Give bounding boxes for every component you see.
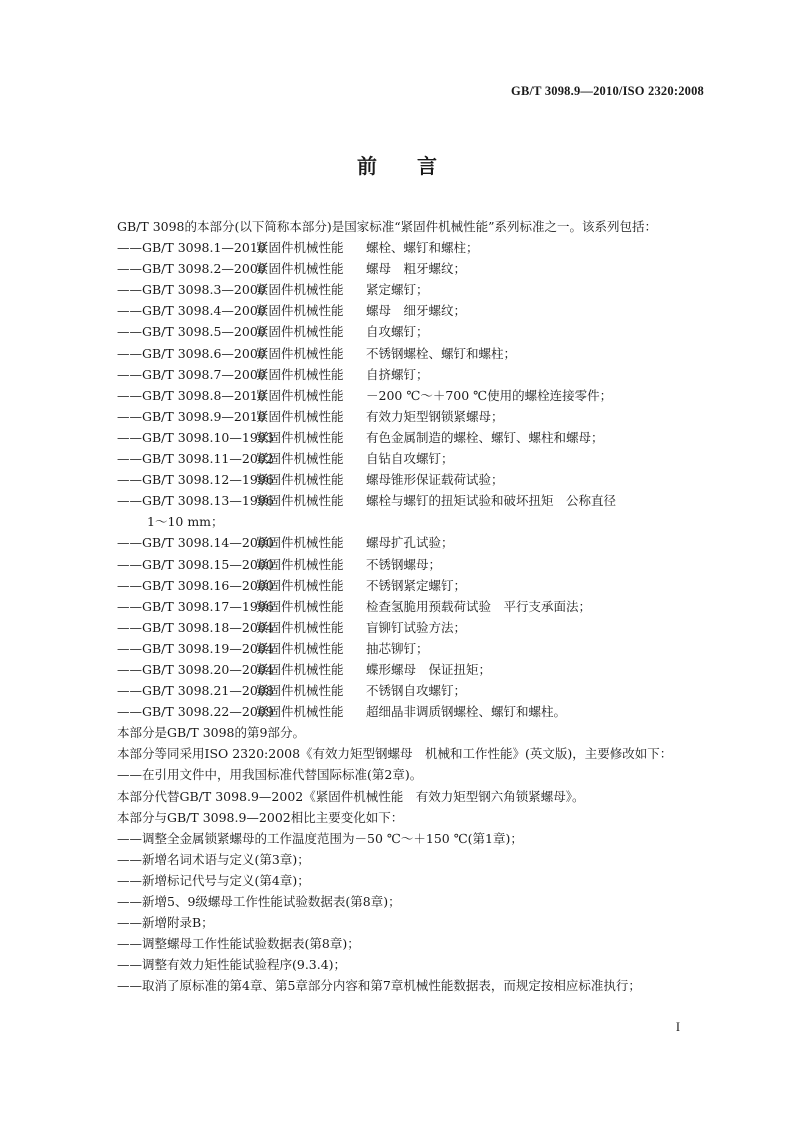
list-item: ——新增附录B； — [117, 915, 214, 931]
page-number: I — [675, 1020, 680, 1034]
list-item: ——调整全金属锁紧螺母的工作温度范围为－50 ℃～＋150 ℃(第1章)； — [117, 830, 523, 846]
series-item-code: ——GB/T 3098.16—2000 — [117, 577, 274, 593]
series-item — [90, 343, 706, 364]
series-item-subject: 螺栓、螺钉和螺柱； — [366, 240, 479, 256]
changes-list — [90, 828, 706, 997]
series-item-subject: 不锈钢紧定螺钉； — [366, 577, 467, 593]
list-item: ——调整螺母工作性能试验数据表(第8章)； — [117, 936, 360, 952]
series-item — [90, 279, 706, 300]
series-item — [90, 300, 706, 321]
series-item-code: ——GB/T 3098.12—1996 — [117, 472, 274, 488]
intro-paragraph: GB/T 3098的本部分(以下简称本部分)是国家标准“紧固件机械性能”系列标准之一。该系列包括： — [117, 219, 658, 234]
series-item — [90, 427, 706, 448]
series-item-category: 紧固件机械性能 — [256, 366, 344, 382]
series-item-code: ——GB/T 3098.9—2010 — [117, 408, 266, 424]
series-item-code: ——GB/T 3098.2—2000 — [117, 261, 266, 277]
series-item — [90, 532, 706, 553]
series-item-subject: 不锈钢自攻螺钉； — [366, 683, 467, 699]
series-item-code: ——GB/T 3098.11—2002 — [117, 451, 274, 467]
series-item-code: ——GB/T 3098.4—2000 — [117, 303, 266, 319]
series-item-category: 紧固件机械性能 — [256, 619, 344, 635]
page-title: 前言 — [357, 154, 477, 178]
series-item-category: 紧固件机械性能 — [256, 303, 344, 319]
series-item-subject: －200 ℃～＋700 ℃使用的螺栓连接零件； — [366, 387, 613, 403]
series-item — [90, 596, 706, 617]
series-item-category: 紧固件机械性能 — [256, 240, 344, 256]
series-item — [90, 364, 706, 385]
series-item-category: 紧固件机械性能 — [256, 683, 344, 699]
paragraph-adoption: 本部分等同采用ISO 2320:2008《有效力矩型钢螺母 机械和工作性能》(英文版)，主要修改如下： — [117, 746, 673, 762]
series-item-code: ——GB/T 3098.10—1993 — [117, 429, 274, 445]
list-item: ——新增标记代号与定义(第4章)； — [117, 872, 310, 888]
series-item-code: ——GB/T 3098.20—2004 — [117, 661, 274, 677]
series-item-subject: 紧定螺钉； — [366, 282, 429, 298]
series-item-category: 紧固件机械性能 — [256, 387, 344, 403]
list-item: ——新增名词术语与定义(第3章)； — [117, 851, 310, 867]
series-item-code: ——GB/T 3098.21—2008 — [117, 683, 274, 699]
series-item — [90, 680, 706, 701]
series-item-subject: 螺母扩孔试验； — [366, 535, 454, 551]
series-item — [90, 554, 706, 575]
series-item — [90, 575, 706, 596]
series-item-subject: 不锈钢螺母； — [366, 556, 442, 572]
series-item-category: 紧固件机械性能 — [256, 577, 344, 593]
modification-list — [90, 764, 706, 785]
series-item-code: ——GB/T 3098.7—2000 — [117, 366, 266, 382]
series-item — [90, 237, 706, 258]
series-item-code: ——GB/T 3098.22—2009 — [117, 704, 274, 720]
series-item-category: 紧固件机械性能 — [256, 472, 344, 488]
series-item-code: ——GB/T 3098.19—2004 — [117, 640, 274, 656]
series-item-category: 紧固件机械性能 — [256, 598, 344, 614]
list-item: ——在引用文件中，用我国标准代替国际标准(第2章)。 — [117, 767, 423, 783]
series-item-subject: 抽芯铆钉； — [366, 640, 429, 656]
series-item-subject: 自钻自攻螺钉； — [366, 451, 454, 467]
page-header-standard-number: GB/T 3098.9—2010/ISO 2320:2008 — [511, 84, 704, 98]
series-item-subject: 螺母 粗牙螺纹； — [366, 261, 467, 277]
series-item — [90, 448, 706, 469]
series-item-subject: 不锈钢螺栓、螺钉和螺柱； — [366, 345, 517, 361]
series-item-subject: 检查氢脆用预载荷试验 平行支承面法； — [366, 598, 592, 614]
series-item — [90, 617, 706, 638]
series-item-code: ——GB/T 3098.15—2000 — [117, 556, 274, 572]
series-item-code: ——GB/T 3098.3—2000 — [117, 282, 266, 298]
list-item: ——取消了原标准的第4章、第5章部分内容和第7章机械性能数据表，而规定按相应标准执行； — [117, 978, 641, 994]
series-item-subject: 盲铆钉试验方法； — [366, 619, 467, 635]
series-item-subject: 螺母 细牙螺纹； — [366, 303, 467, 319]
document-body — [90, 216, 706, 996]
series-item-subject: 自攻螺钉； — [366, 324, 429, 340]
series-item — [90, 469, 706, 490]
series-item-category: 紧固件机械性能 — [256, 261, 344, 277]
paragraph-replaces: 本部分代替GB/T 3098.9—2002《紧固件机械性能 有效力矩型钢六角锁紧螺母》。 — [117, 788, 585, 804]
series-item-code: ——GB/T 3098.17—1996 — [117, 598, 274, 614]
series-item-category: 紧固件机械性能 — [256, 282, 344, 298]
series-item-code: ——GB/T 3098.13—1996 — [117, 493, 274, 509]
series-item-category: 紧固件机械性能 — [256, 324, 344, 340]
series-item — [90, 385, 706, 406]
list-item: ——调整有效力矩性能试验程序(9.3.4)； — [117, 957, 347, 973]
series-item — [90, 659, 706, 680]
series-item-subject: 螺栓与螺钉的扭矩试验和破坏扭矩 公称直径 — [366, 493, 617, 509]
series-item-category: 紧固件机械性能 — [256, 451, 344, 467]
series-item-subject: 有效力矩型钢锁紧螺母； — [366, 408, 504, 424]
series-item — [90, 406, 706, 427]
series-item — [90, 701, 706, 722]
list-item: ——新增5、9级螺母工作性能试验数据表(第8章)； — [117, 894, 401, 909]
series-item-code: ——GB/T 3098.6—2000 — [117, 345, 266, 361]
paragraph-part-number: 本部分是GB/T 3098的第9部分。 — [117, 725, 305, 741]
series-item — [90, 490, 706, 511]
series-item — [90, 258, 706, 279]
series-item-category: 紧固件机械性能 — [256, 661, 344, 677]
series-item-code: ——GB/T 3098.18—2004 — [117, 619, 274, 635]
series-item-subject: 螺母锥形保证载荷试验； — [366, 472, 504, 488]
series-item-category: 紧固件机械性能 — [256, 535, 344, 551]
series-item-category: 紧固件机械性能 — [256, 408, 344, 424]
series-item-subject: 超细晶非调质钢螺栓、螺钉和螺柱。 — [366, 704, 567, 720]
series-item — [90, 321, 706, 342]
series-item-code: ——GB/T 3098.1—2010 — [117, 240, 266, 256]
series-item-category: 紧固件机械性能 — [256, 345, 344, 361]
series-item-category: 紧固件机械性能 — [256, 704, 344, 720]
series-item-code: ——GB/T 3098.5—2000 — [117, 324, 266, 340]
series-item-category: 紧固件机械性能 — [256, 429, 344, 445]
series-item-category: 紧固件机械性能 — [256, 493, 344, 509]
series-item-subject: 自挤螺钉； — [366, 366, 429, 382]
series-item-subject: 有色金属制造的螺栓、螺钉、螺柱和螺母； — [366, 429, 604, 445]
series-list — [90, 237, 706, 722]
series-item-category: 紧固件机械性能 — [256, 640, 344, 656]
paragraph-changes-intro: 本部分与GB/T 3098.9—2002相比主要变化如下： — [117, 809, 404, 825]
series-item — [90, 638, 706, 659]
series-item-code: ——GB/T 3098.14—2000 — [117, 535, 274, 551]
series-item-continuation: 1～10 mm； — [147, 514, 224, 530]
series-item-subject: 蝶形螺母 保证扭矩； — [366, 661, 492, 677]
series-item-code: ——GB/T 3098.8—2010 — [117, 387, 266, 403]
series-item-category: 紧固件机械性能 — [256, 556, 344, 572]
